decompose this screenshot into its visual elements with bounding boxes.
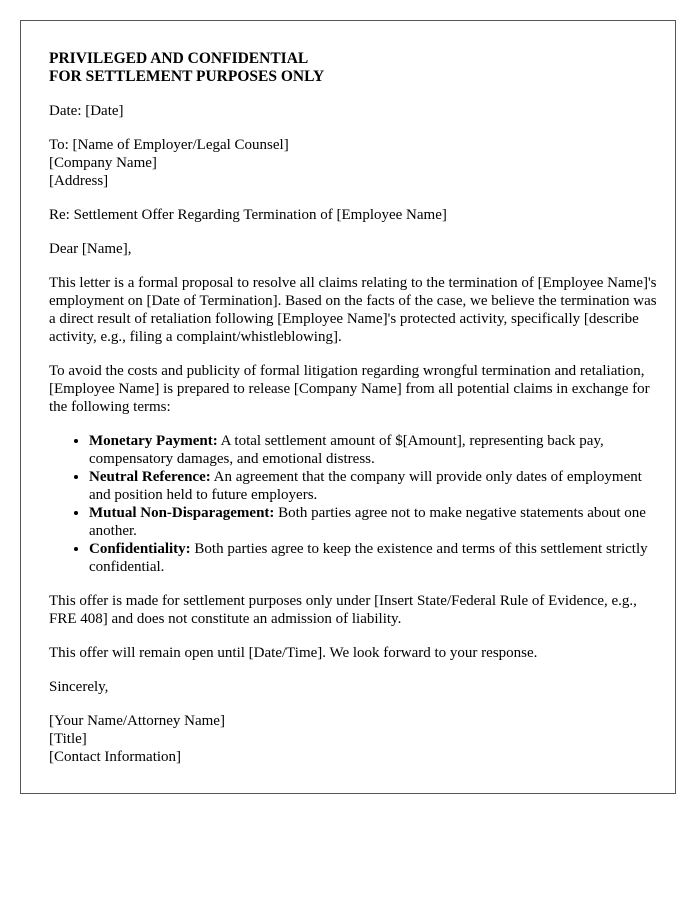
term-title: Confidentiality: xyxy=(89,541,191,557)
recipient-block xyxy=(49,136,661,190)
term-item xyxy=(89,540,661,576)
term-item xyxy=(89,432,661,468)
header-line-settlement: FOR SETTLEMENT PURPOSES ONLY xyxy=(49,68,325,85)
body-paragraph-offer-open: This offer will remain open until [Date/Time]. We look forward to your response. xyxy=(49,645,538,661)
subject-line: Re: Settlement Offer Regarding Termination of [Employee Name] xyxy=(49,207,447,223)
signature-block xyxy=(49,712,661,766)
header-line-privileged: PRIVILEGED AND CONFIDENTIAL xyxy=(49,50,309,67)
term-title: Monetary Payment: xyxy=(89,433,218,449)
terms-list xyxy=(49,432,661,576)
recipient-name: To: [Name of Employer/Legal Counsel] xyxy=(49,137,289,153)
body-paragraph-settlement-purposes: This offer is made for settlement purposes only under [Insert State/Federal Rule of Evidence, e.g., FRE 408] and does not constitute an admission of liability. xyxy=(49,593,637,627)
term-item xyxy=(89,468,661,504)
settlement-letter xyxy=(20,20,676,794)
signature-name: [Your Name/Attorney Name] xyxy=(49,713,225,729)
signature-title: [Title] xyxy=(49,731,87,747)
closing: Sincerely, xyxy=(49,679,109,695)
term-text: Both parties agree to keep the existence and terms of this settlement strictly confidential. xyxy=(89,541,648,575)
term-text: A total settlement amount of $[Amount], representing back pay, compensatory damages, and emotional distress. xyxy=(89,433,604,467)
term-title: Neutral Reference: xyxy=(89,469,211,485)
salutation: Dear [Name], xyxy=(49,241,132,257)
term-text: Both parties agree not to make negative statements about one another. xyxy=(89,505,646,539)
recipient-address: [Address] xyxy=(49,173,109,189)
term-title: Mutual Non-Disparagement: xyxy=(89,505,275,521)
term-text: An agreement that the company will provide only dates of employment and position held to future employers. xyxy=(89,469,642,503)
signature-contact: [Contact Information] xyxy=(49,749,182,765)
body-paragraph-release: To avoid the costs and publicity of formal litigation regarding wrongful termination and retaliation, [Employee Name] is prepared to release [Company Name] from all potential claims in exchange for the following terms: xyxy=(49,363,650,415)
body-paragraph-proposal: This letter is a formal proposal to resolve all claims relating to the termination of [Employee Name]'s employment on [Date of Termination]. Based on the facts of the case, we believe the termination was a direct result of retaliation following [Employee Name]'s protected activity, specifically [describe activity, e.g., filing a complaint/whistleblowing]. xyxy=(49,275,657,345)
term-item xyxy=(89,504,661,540)
date-line: Date: [Date] xyxy=(49,103,124,119)
recipient-company: [Company Name] xyxy=(49,155,157,171)
letter-header xyxy=(49,50,661,86)
